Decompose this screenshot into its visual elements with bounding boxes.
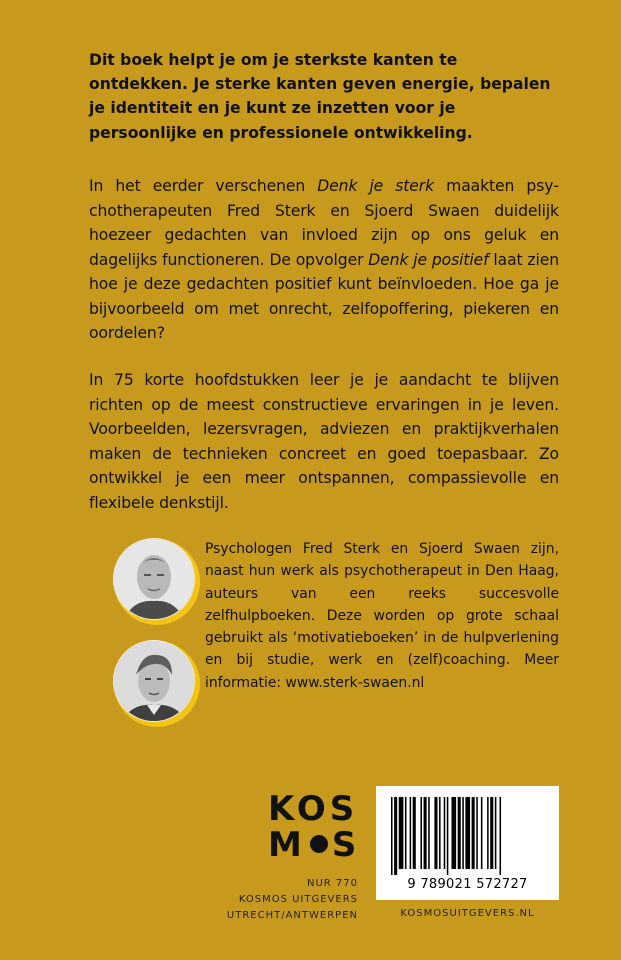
- author-photo-fred-sterk: [113, 538, 195, 620]
- publisher-name: KOSMOS UITGEVERS: [238, 894, 358, 905]
- isbn-barcode: [376, 786, 559, 900]
- publisher-info: [210, 876, 358, 924]
- book-title-reference-1: Denk je sterk: [317, 177, 435, 195]
- publisher-logo: [268, 791, 362, 863]
- logo-dot-icon: [310, 835, 328, 853]
- logo-row-top: KOS: [268, 789, 359, 829]
- description-text-3: laat zien hoe je deze gedachten positief kunt beïnvloeden. Hoe ga je bijvoorbeeld om met onrecht, zelfopoffering, piekeren en oordelen?: [89, 250, 560, 342]
- publisher-website: KOSMOSUITGEVERS.NL: [400, 908, 535, 919]
- logo-letter-s: S: [331, 825, 361, 865]
- barcode-bars-icon: [391, 797, 544, 875]
- book-title-reference-2: Denk je positief: [368, 250, 489, 269]
- intro-paragraph: Dit boek helpt je om je sterkste kanten te ontdekken. Je sterke kanten geven energie, bepalen je identiteit en je kunt ze inzetten voor je persoonlijke en professionele ontwikkeling.: [89, 51, 551, 142]
- content-paragraph: In 75 korte hoofdstukken leer je je aandacht te blijven richten op de meest constructieve ervaringen in je leven. Voorbeelden, lezersvragen, adviezen en praktijkverhalen maken de technieken concreet en goed toepasbaar. Zo ontwikkel je een meer ontspannen, compassievolle en flexibele denkstijl.: [89, 371, 559, 512]
- publisher-city: UTRECHT/ANTWERPEN: [226, 910, 358, 921]
- logo-letter-m: M: [268, 825, 306, 865]
- author-bio: Psychologen Fred Sterk en Sjoerd Swaen zijn, naast hun werk als psychotherapeut in Den Haag, auteurs van een reeks succesvolle zelfhulpboeken. Deze worden op grote schaal gebruikt als ‘motivatieboeken’ in de hulpverlening en bij studie, werk en (zelf)coaching. Meer informatie: www.sterk-swaen.nl: [205, 541, 559, 691]
- author-photo-sjoerd-swaen: [113, 640, 195, 722]
- description-text-1: In het eerder verschenen: [89, 177, 318, 195]
- logo-row-bottom: [268, 827, 362, 863]
- description-text-2: maakten psychotherapeuten Fred Sterk en Sjoerd Swaen duidelijk hoezeer gedachten van invloed zijn op ons geluk en dagelijks functioneren. De opvolger: [89, 177, 559, 269]
- nur-code: NUR 770: [306, 878, 358, 889]
- description-paragraph: [89, 174, 559, 346]
- isbn-number: 9 789021 572727: [407, 877, 528, 892]
